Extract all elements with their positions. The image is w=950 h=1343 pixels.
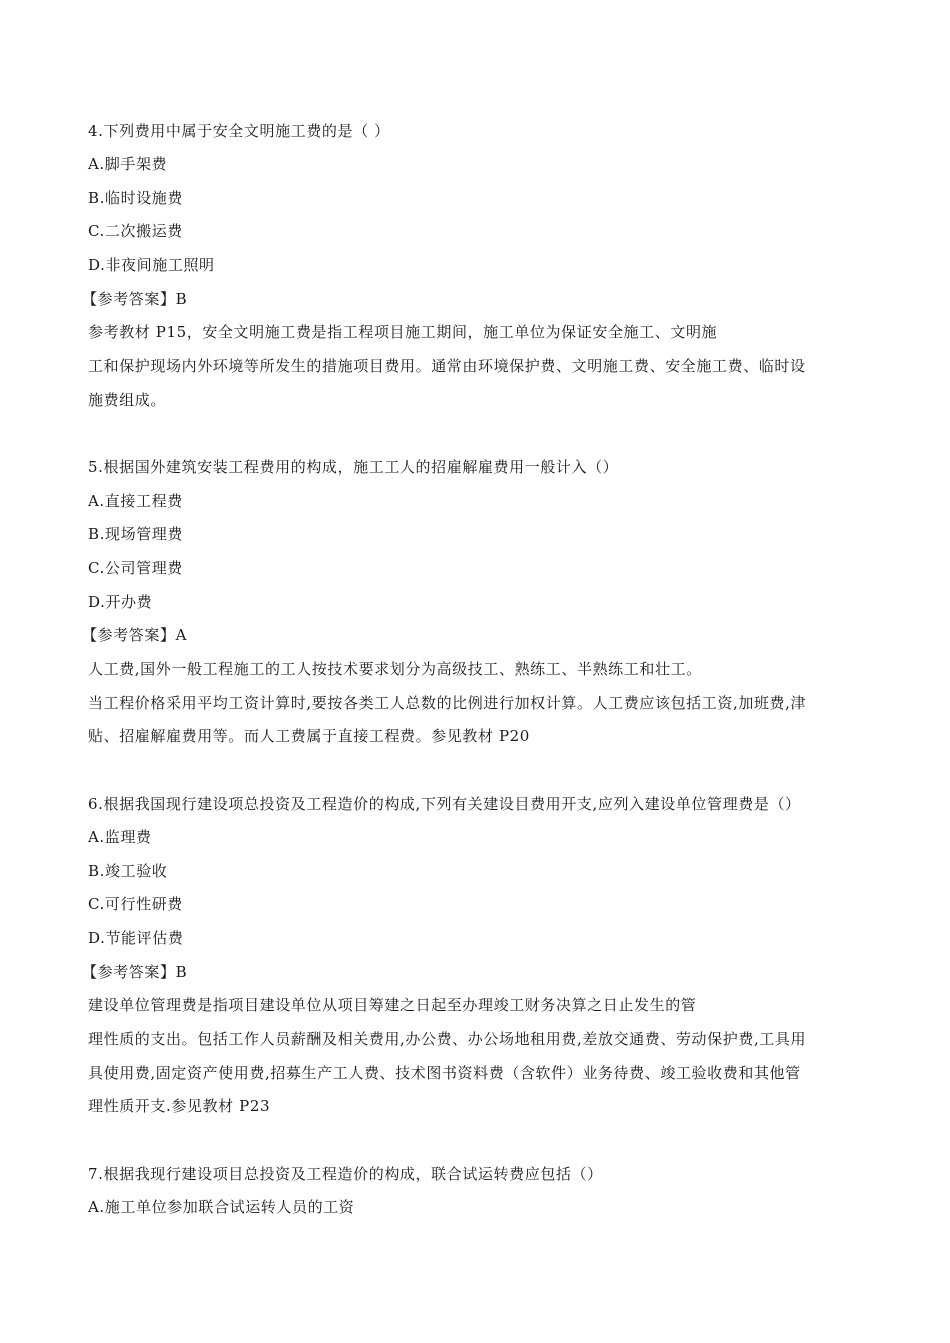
question-5-answer: 【参考答案】A: [82, 626, 188, 644]
question-6-explanation-line: 理性质的支出。包括工作人员薪酬及相关费用,办公费、办公场地租用费,差放交通费、劳动保护费,工具用: [88, 1030, 807, 1048]
question-7-stem: 7.根据我现行建设项目总投资及工程造价的构成，联合试运转费应包括（）: [88, 1165, 603, 1183]
question-6-stem: 6.根据我国现行建设项总投资及工程造价的构成,下列有关建设目费用开支,应列入建设单位管理费是（）: [88, 795, 801, 813]
question-5-option-b: B.现场管理费: [88, 525, 183, 543]
question-4-explanation-line: 参考教材 P15，安全文明施工费是指工程项目施工期间，施工单位为保证安全施工、文明施: [88, 323, 718, 341]
question-4-explanation-line: 工和保护现场内外环境等所发生的措施项目费用。通常由环境保护费、文明施工费、安全施工费、临时设: [88, 357, 806, 375]
question-4-option-a: A.脚手架费: [88, 155, 168, 173]
question-6-answer: 【参考答案】B: [82, 963, 188, 981]
question-6-explanation-line: 理性质开支.参见教材 P23: [88, 1097, 271, 1115]
question-5-explanation-line: 当工程价格采用平均工资计算时,要按各类工人总数的比例进行加权计算。人工费应该包括工资,加班费,津: [88, 694, 807, 712]
question-7-option-a: A.施工单位参加联合试运转人员的工资: [88, 1198, 355, 1216]
question-5-option-a: A.直接工程费: [88, 492, 183, 510]
question-5-option-c: C.公司管理费: [88, 559, 183, 577]
question-6-option-b: B.竣工验收: [88, 862, 168, 880]
question-4-explanation-line: 施费组成。: [88, 391, 167, 409]
question-4-option-c: C.二次搬运费: [88, 222, 183, 240]
question-4-option-b: B.临时设施费: [88, 189, 183, 207]
question-5-option-d: D.开办费: [88, 593, 153, 611]
question-4-answer: 【参考答案】B: [82, 290, 188, 308]
question-6-option-d: D.节能评估费: [88, 929, 184, 947]
question-6-option-a: A.监理费: [88, 828, 152, 846]
question-6-explanation-line: 建设单位管理费是指项目建设单位从项目筹建之日起至办理竣工财务决算之日止发生的管: [88, 996, 697, 1014]
question-5-explanation-line: 贴、招雇解雇费用等。而人工费属于直接工程费。参见教材 P20: [88, 727, 530, 745]
question-5-stem: 5.根据国外建筑安装工程费用的构成，施工工人的招雇解雇费用一般计入（）: [88, 458, 619, 476]
question-6-explanation-line: 具使用费,固定资产使用费,招募生产工人费、技术图书资料费（含软件）业务待费、竣工验收费和其他管: [88, 1064, 801, 1082]
question-6-option-c: C.可行性研费: [88, 895, 183, 913]
question-4-option-d: D.非夜间施工照明: [88, 256, 215, 274]
question-5-explanation-line: 人工费,国外一般工程施工的工人按技术要求划分为高级技工、熟练工、半熟练工和壮工。: [88, 660, 702, 678]
question-4-stem: 4.下列费用中属于安全文明施工费的是（ ）: [88, 122, 390, 140]
